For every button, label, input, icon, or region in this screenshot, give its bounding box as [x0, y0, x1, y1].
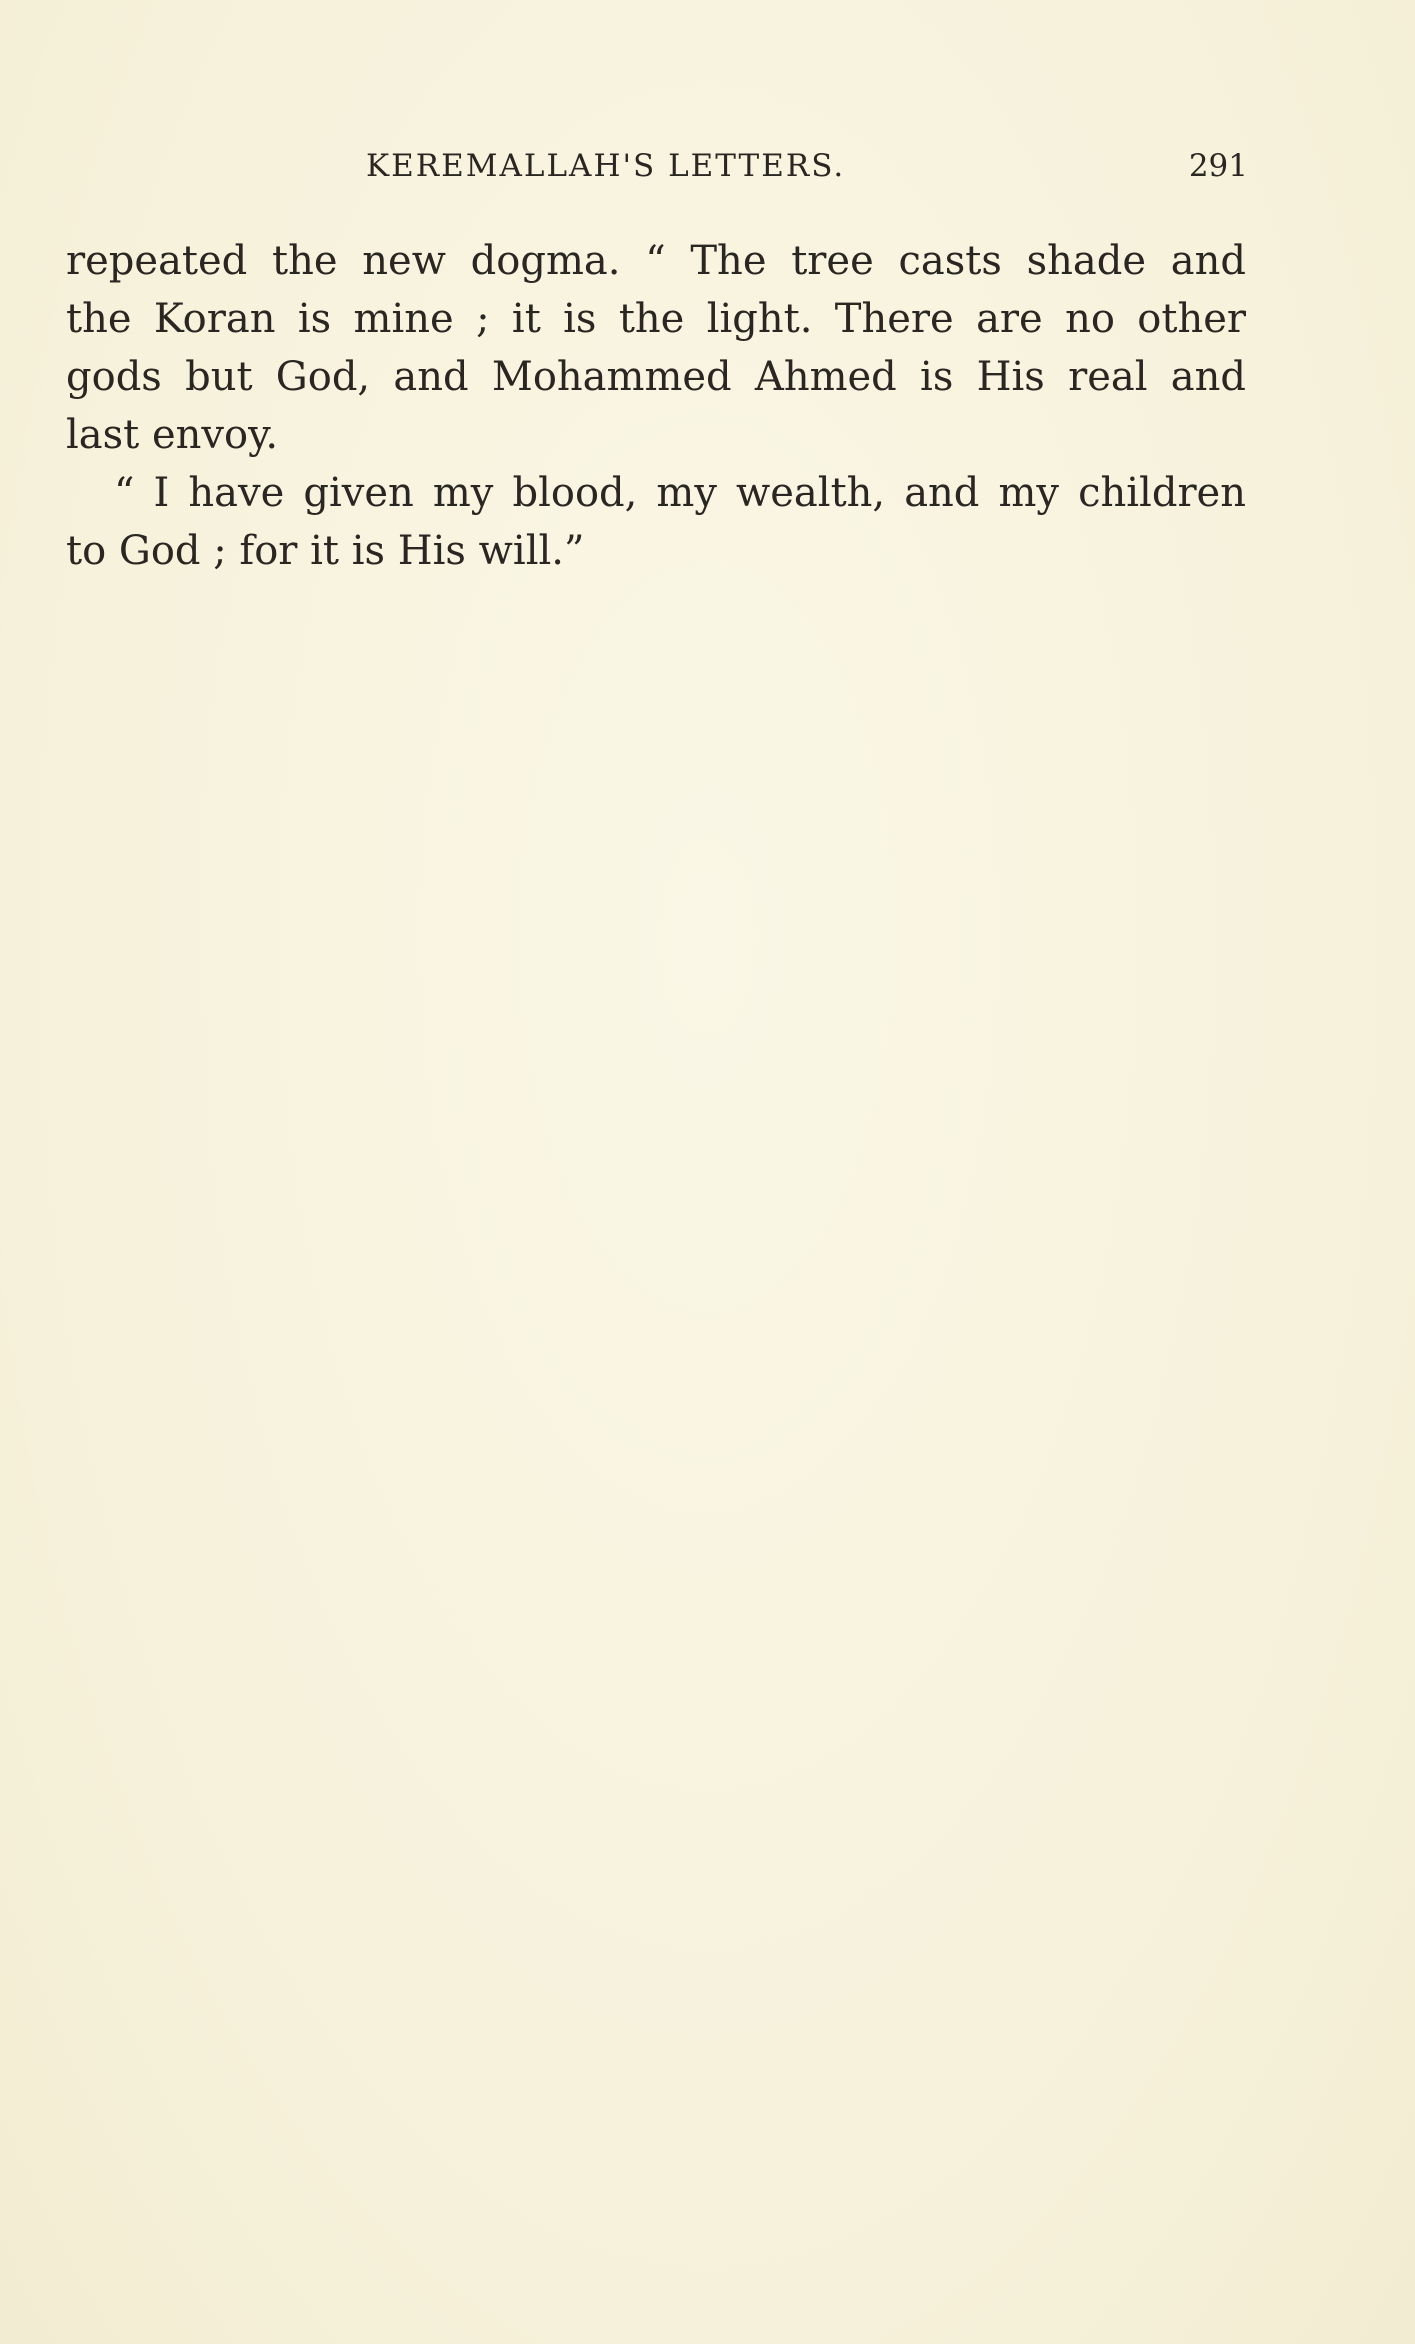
body-text [66, 232, 1246, 580]
text-line: to God ; for it is His will.” [66, 528, 585, 574]
running-title: KEREMALLAH'S LETTERS. [366, 148, 846, 184]
paragraph [66, 232, 1246, 464]
text-line: last envoy. [66, 412, 279, 458]
paragraph [66, 464, 1246, 580]
running-head [66, 148, 1248, 192]
text-line: “ I have given my blood, my wealth, and my children [114, 470, 1246, 516]
text-line: repeated the new dogma. “ The tree casts shade and [66, 238, 1246, 284]
page-number: 291 [1188, 148, 1248, 184]
text-line: the Koran is mine ; it is the light. There are no other [66, 296, 1246, 342]
text-line: gods but God, and Mohammed Ahmed is His real and [66, 354, 1246, 400]
